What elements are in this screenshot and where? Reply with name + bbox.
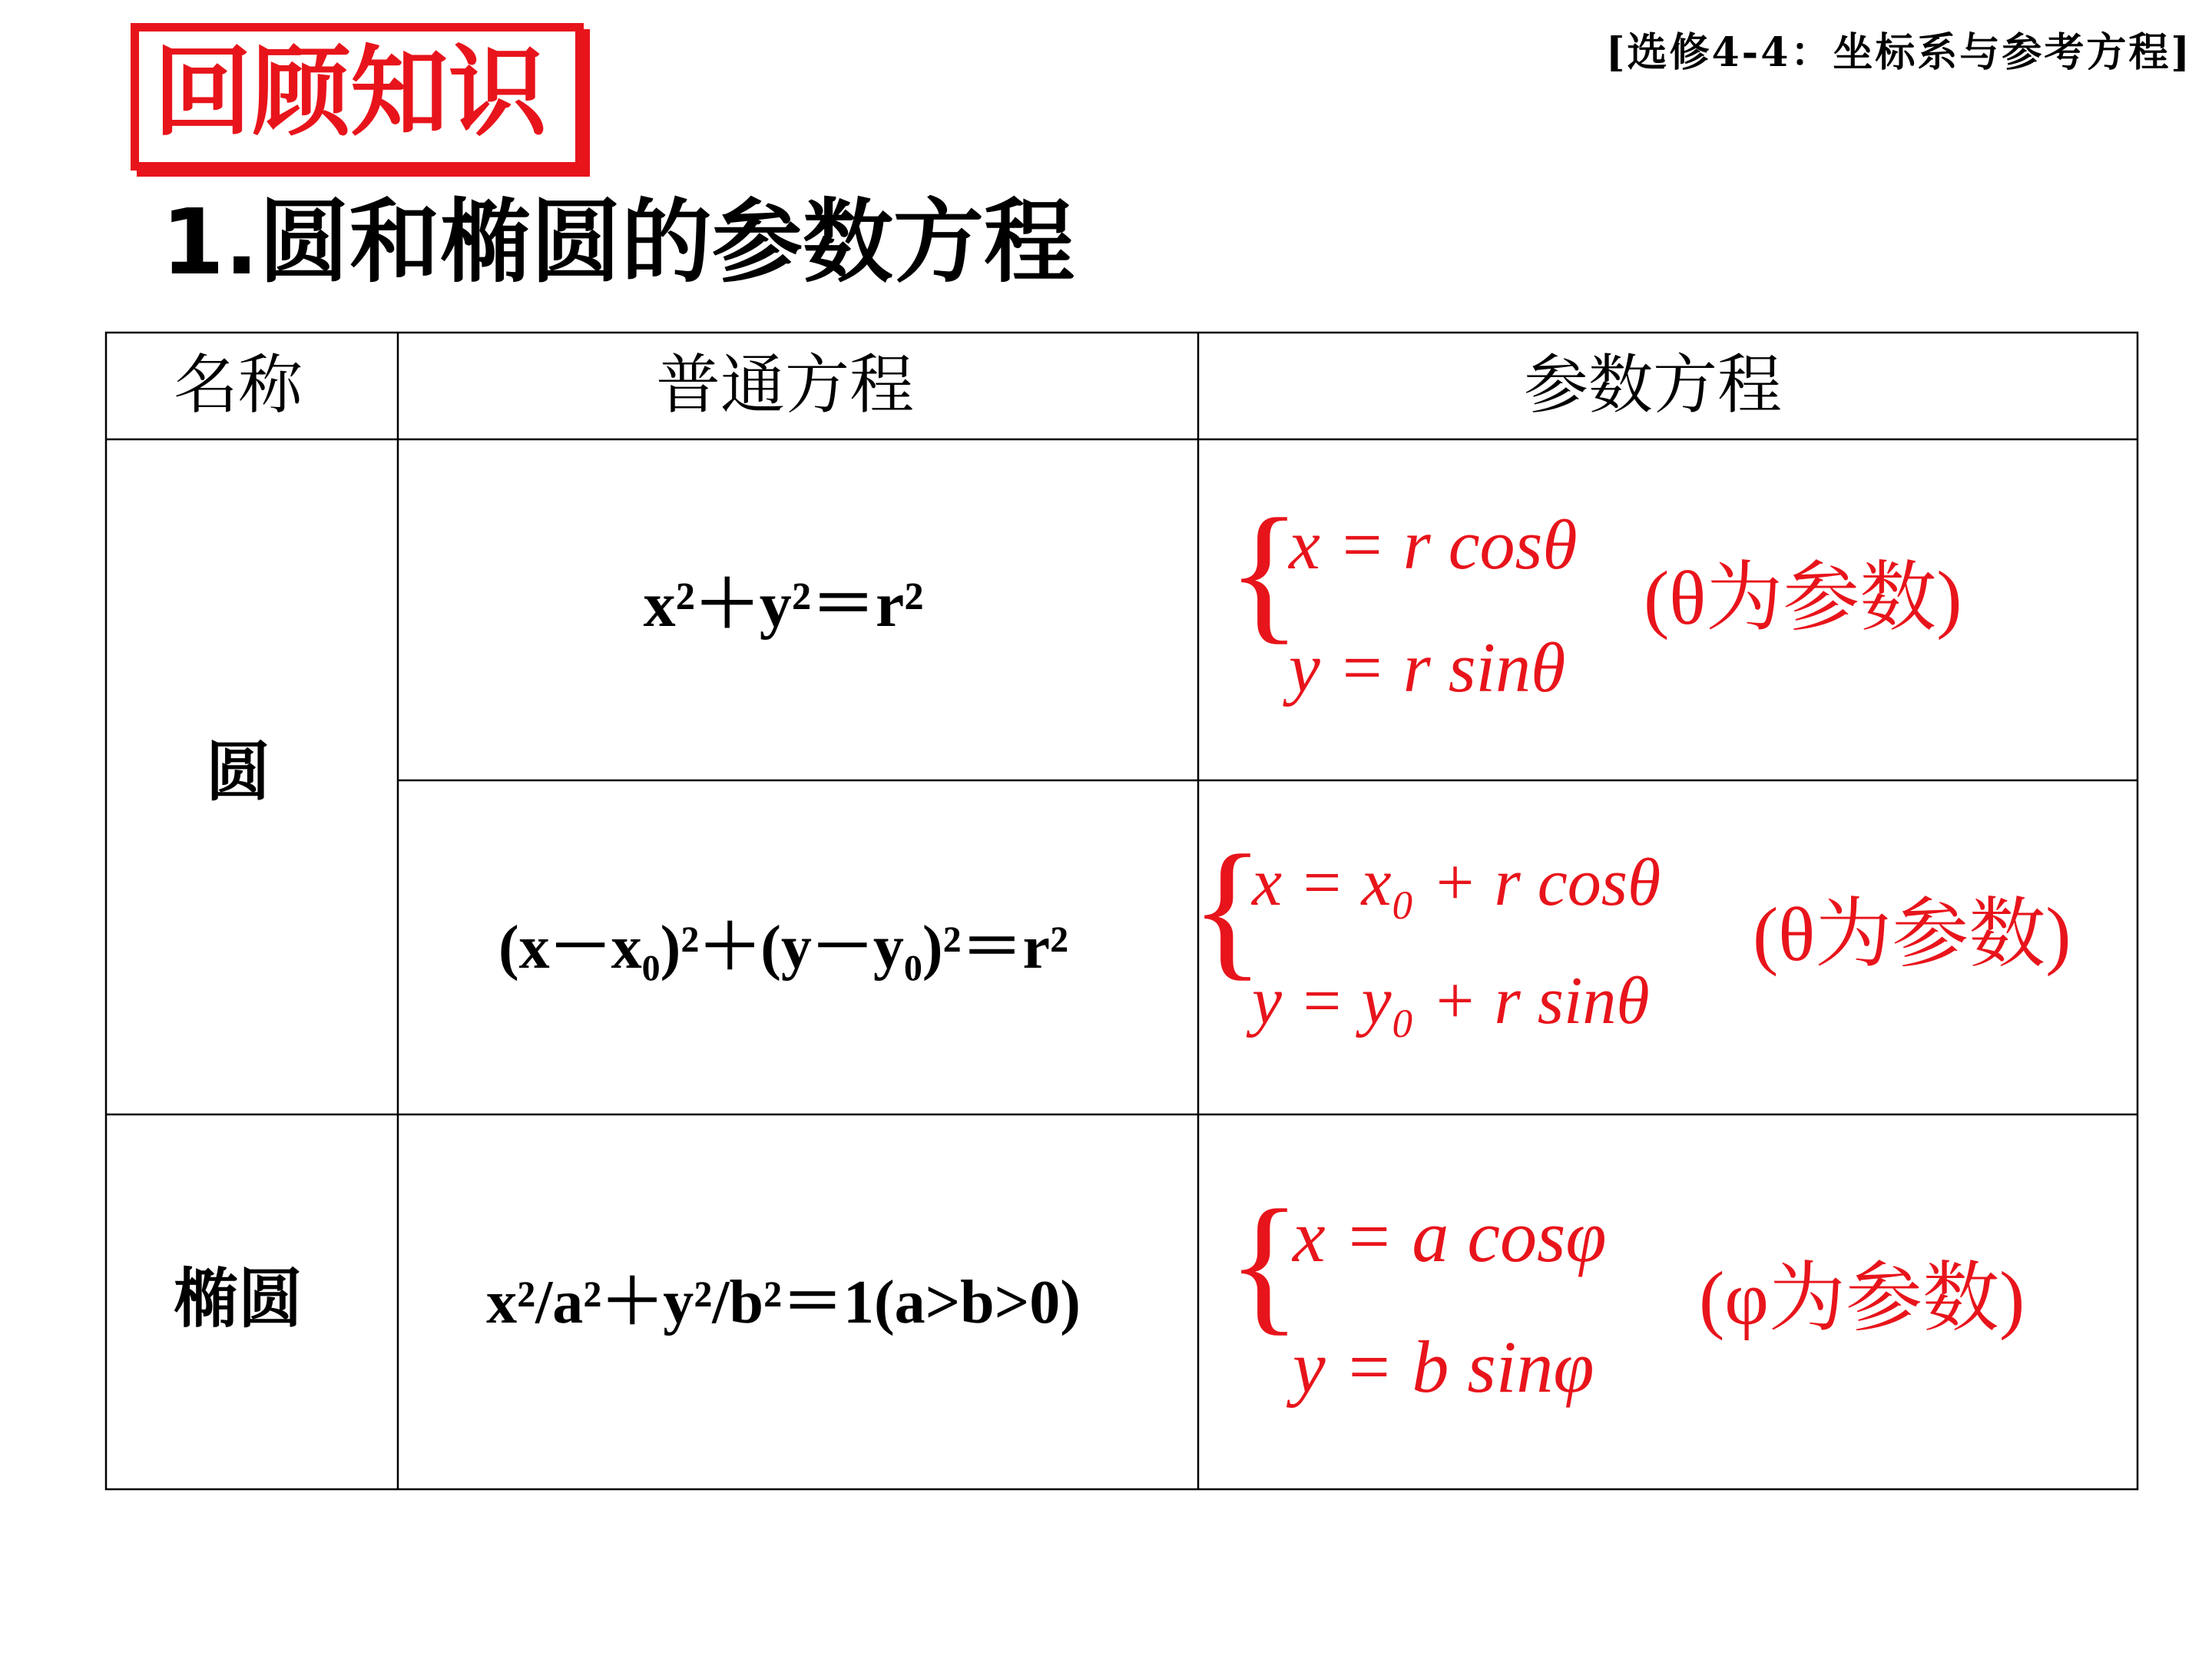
parametric-circle-y: y = r sinθ [1289, 628, 1566, 707]
parametric-ellipse-y: y = b sinφ [1293, 1326, 1594, 1408]
col-header-general: 普通方程 [655, 347, 915, 422]
course-tag: [选修4-4：坐标系与参考方程] [1605, 29, 2192, 76]
parametric-circle-shifted [1190, 824, 2071, 1038]
general-eq-ellipse: x²/a²＋y²/b²＝1(a>b>0) [486, 1269, 1081, 1336]
parametric-ellipse-x: x = a cosφ [1293, 1195, 1607, 1277]
parametric-circle [1227, 488, 1962, 707]
review-label: 回顾知识 [154, 35, 548, 150]
parametric-ellipse [1227, 1179, 2025, 1408]
parametric-shifted-y: y = y₀ + r sinθ [1252, 964, 1650, 1038]
general-eq-circle: x²＋y²＝r² [643, 569, 924, 641]
row-name-ellipse: 椭圆 [173, 1261, 303, 1336]
parametric-shifted-x: x = x₀ + r cosθ [1252, 846, 1661, 920]
brace-icon: { [1227, 488, 1301, 657]
general-eq-circle-shifted: (x－x₀)²＋(y－y₀)²＝r² [498, 914, 1068, 982]
parametric-circle-x: x = r cosθ [1289, 505, 1578, 584]
brace-icon: { [1190, 824, 1264, 994]
col-header-parametric: 参数方程 [1523, 347, 1783, 422]
param-note-circle: (θ为参数) [1644, 555, 1962, 641]
section-title: 1.圆和椭圆的参数方程 [161, 189, 1075, 295]
col-header-name: 名称 [173, 347, 303, 422]
brace-icon: { [1227, 1179, 1301, 1349]
param-note-ellipse: (φ为参数) [1699, 1256, 2025, 1341]
row-name-circle: 圆 [205, 734, 271, 810]
param-note-shifted: (θ为参数) [1753, 892, 2071, 977]
